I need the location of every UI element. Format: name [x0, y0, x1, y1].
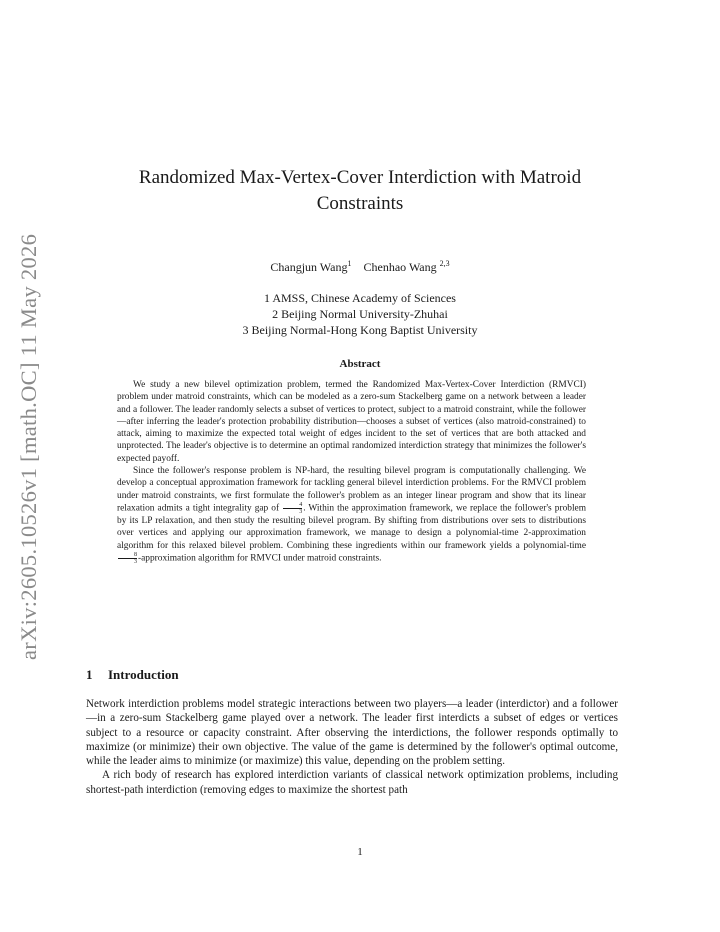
fraction-numerator: 4 [299, 501, 303, 508]
abstract-text: . Within the approximation framework, we replace the follower's problem by its LP relaxation, and then study the resulting bilevel program. By shifting from distributions over sets to distributions over vertices and applying our approximation framework, we manage to design a polynomial-time 2-approximation algorithm for this relaxed bilevel problem. Combining these ingredients within our framework yields a polynomial-time [117, 503, 587, 551]
affiliation: 2 Beijing Normal University-Zhuhai [272, 307, 448, 321]
fraction-four-thirds [283, 502, 302, 515]
fraction-numerator: 8 [134, 551, 137, 558]
title-line-1: Randomized Max-Vertex-Cover Interdiction with Matroid [138, 167, 582, 188]
body-paragraph: Network interdiction problems model strategic interactions between two players—a leader (interdictor) and a follower—in a zero-sum Stackelberg game played over a network. The leader first interdicts a subset of edges or vertices subject to a resource or capacity constraint. After observing the interdictions, the follower responds optimally to maximize (or minimize) their own objective. The value of the game is determined by the follower's optimal outcome, while the leader aims to minimize (or maximize) this value, depending on the problem setting. [86, 698, 618, 768]
author-name: Changjun Wang [270, 260, 348, 274]
section-heading [86, 667, 179, 683]
section-number: 1 [86, 667, 93, 682]
section-title: Introduction [108, 667, 179, 682]
author-affiliation-marker: 1 [347, 259, 352, 268]
abstract-text: Since the follower's response problem is NP-hard, the resulting bilevel program is computationally challenging. We develop a conceptual approximation framework for tackling general bilevel interdiction problems. For the RMVCI problem under matroid constraints, we first formulate the follower's problem as an integer linear program and show that its linear relaxation admits a tight integrality gap of [117, 466, 586, 514]
abstract-paragraph [117, 465, 586, 565]
author-name: Chenhao Wang [363, 260, 437, 274]
abstract-heading: Abstract [339, 358, 381, 370]
author-affiliation-marker: 2,3 [439, 259, 450, 268]
affiliation: 1 AMSS, Chinese Academy of Sciences [264, 291, 456, 305]
introduction-body [86, 697, 618, 797]
abstract-body [117, 379, 586, 565]
body-paragraph: A rich body of research has explored interdiction variants of classical network optimization problems, including shortest-path interdiction (removing edges to maximize the shortest path [86, 769, 618, 796]
affiliation: 3 Beijing Normal-Hong Kong Baptist University [242, 323, 478, 337]
abstract-paragraph: We study a new bilevel optimization problem, termed the Randomized Max-Vertex-Cover Interdiction (RMVCI) problem under matroid constraints, which can be modeled as a zero-sum Stackelberg game on a network between a leader and a follower. The leader randomly selects a subset of vertices to protect, subject to a matroid constraint, while the follower—after inferring the leader's protection probability distribution—chooses a subset of vertices (also matroid-constrained) to attack, aiming to maximize the expected total weight of edges incident to the set of vertices that are both attacked and unprotected. The leader's objective is to determine an optimal randomized interdiction strategy that minimizes the follower's expected payoff. [117, 380, 586, 464]
author-list [100, 259, 620, 275]
fraction-denominator: 3 [118, 558, 137, 565]
abstract-text: -approximation algorithm for RMVCI under matroid constraints. [138, 553, 382, 564]
fraction-denominator: 3 [283, 508, 302, 515]
paper-title [100, 165, 620, 217]
arxiv-identifier-stamp: arXiv:2605.10526v1 [math.OC] 11 May 2026 [16, 233, 41, 660]
page-number: 1 [357, 846, 363, 858]
title-line-2: Constraints [316, 193, 404, 214]
affiliation-list [100, 290, 620, 338]
fraction-eight-thirds [118, 552, 137, 565]
